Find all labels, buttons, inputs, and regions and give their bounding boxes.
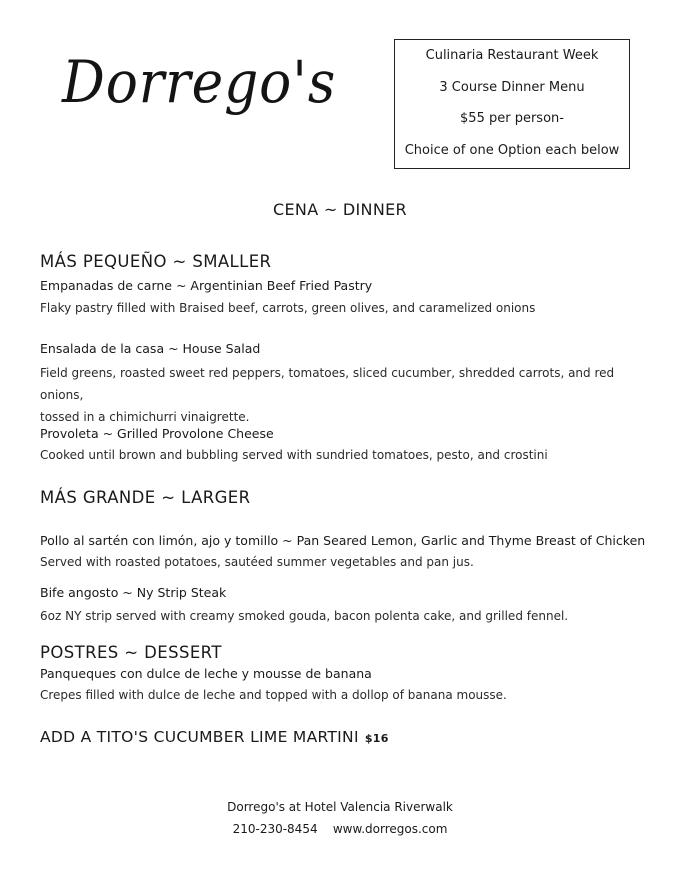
menu-item-description xyxy=(40,362,640,428)
description-line: Cooked until brown and bubbling served with sundried tomatoes, pesto, and crostini xyxy=(40,448,548,462)
martini-text: ADD A TITO'S CUCUMBER LIME MARTINI xyxy=(40,728,359,746)
restaurant-logo: Dorrego's xyxy=(62,48,337,116)
footer-location: Dorrego's at Hotel Valencia Riverwalk xyxy=(227,800,453,814)
description-line: 6oz NY strip served with creamy smoked gouda, bacon polenta cake, and grilled fennel. xyxy=(40,609,569,623)
price-per-person: $55 per person- xyxy=(460,111,564,126)
description-line: Field greens, roasted sweet red peppers, tomatoes, sliced cucumber, shredded carrots, and red onions, xyxy=(40,366,615,402)
description-line: Crepes filled with dulce de leche and topped with a dollop of banana mousse. xyxy=(40,688,507,702)
description-line: Served with roasted potatoes, sautéed summer vegetables and pan jus. xyxy=(40,555,474,569)
martini-addon xyxy=(40,728,389,746)
description-line: tossed in a chimichurri vinaigrette. xyxy=(40,410,250,424)
footer-contact xyxy=(0,822,680,836)
menu-item-name: Panqueques con dulce de leche y mousse de banana xyxy=(40,666,372,681)
menu-item-name: Pollo al sartén con limón, ajo y tomillo ~ Pan Seared Lemon, Garlic and Thyme Breast of Chicken xyxy=(40,533,646,548)
section-heading-dessert: POSTRES ~ DESSERT xyxy=(40,643,222,662)
menu-item-name: Provoleta ~ Grilled Provolone Cheese xyxy=(40,426,274,441)
menu-item-description xyxy=(40,605,640,627)
menu-item-name: Ensalada de la casa ~ House Salad xyxy=(40,341,261,356)
footer-website[interactable]: www.dorregos.com xyxy=(332,822,448,836)
event-name: Culinaria Restaurant Week xyxy=(425,48,599,63)
restaurant-week-info-box xyxy=(394,39,630,169)
choice-instructions: Choice of one Option each below xyxy=(404,142,620,158)
footer-phone: 210-230-8454 xyxy=(232,822,318,836)
menu-item-description xyxy=(40,297,640,319)
menu-item-description xyxy=(40,444,640,466)
section-heading-larger: MÁS GRANDE ~ LARGER xyxy=(40,488,251,507)
martini-price: $16 xyxy=(364,732,389,745)
menu-item-name: Empanadas de carne ~ Argentinian Beef Fried Pastry xyxy=(40,278,373,293)
menu-item-name: Bife angosto ~ Ny Strip Steak xyxy=(40,585,227,600)
menu-type: 3 Course Dinner Menu xyxy=(439,79,585,95)
menu-item-description xyxy=(40,551,640,573)
description-line: Flaky pastry filled with Braised beef, carrots, green olives, and caramelized onions xyxy=(40,301,536,315)
section-heading-smaller: MÁS PEQUEÑO ~ SMALLER xyxy=(40,252,272,271)
menu-item-description xyxy=(40,684,640,706)
menu-title: CENA ~ DINNER xyxy=(273,200,407,219)
